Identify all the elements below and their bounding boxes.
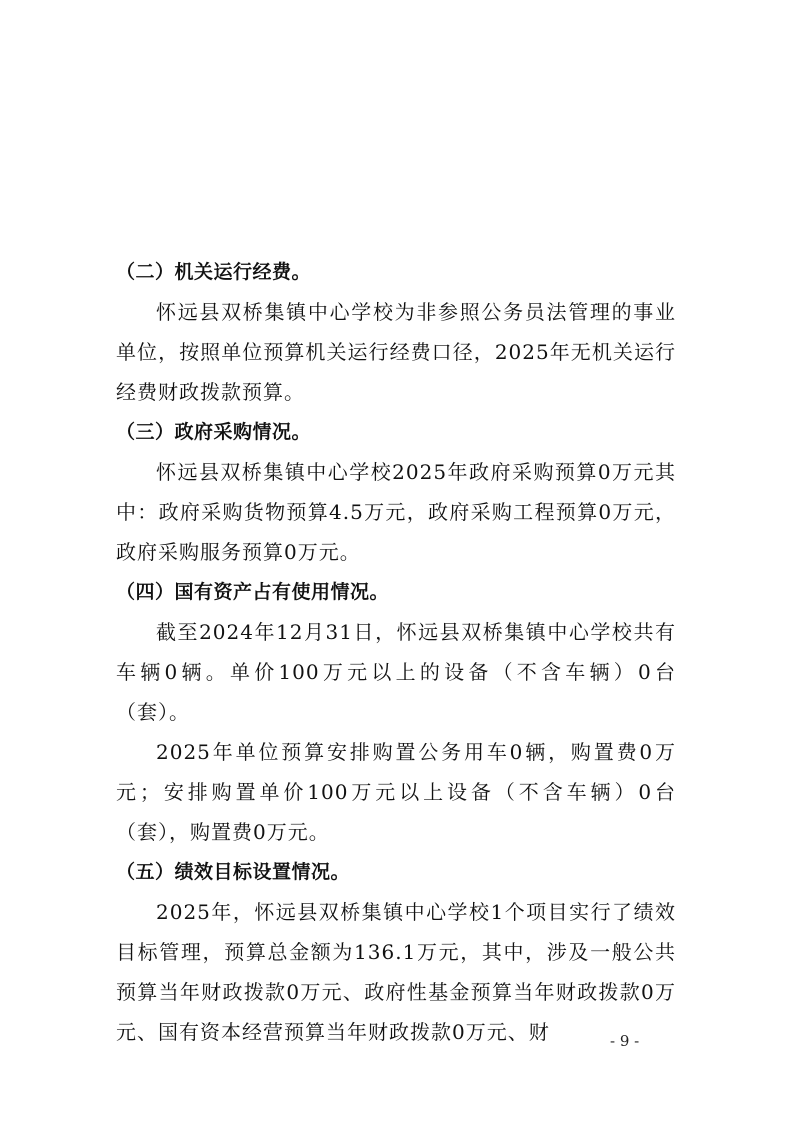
document-body	[116, 252, 676, 1052]
page-number: - 9 -	[610, 1032, 640, 1050]
paragraph-state-assets-vehicles: 截至2024年12月31日，怀远县双桥集镇中心学校共有车辆0辆。单价100万元以上的设备（不含车辆）0台（套）。	[116, 620, 676, 724]
paragraph-performance-targets: 2025年，怀远县双桥集镇中心学校1个项目实行了绩效目标管理，预算总金额为136.1万元，其中，涉及一般公共预算当年财政拨款0万元、政府性基金预算当年财政拨款0万元、国有资本经营预算当年财政拨款0万元、财	[116, 900, 676, 1044]
paragraph-government-procurement: 怀远县双桥集镇中心学校2025年政府采购预算0万元其中：政府采购货物预算4.5万元，政府采购工程预算0万元，政府采购服务预算0万元。	[116, 460, 676, 564]
section-heading-performance-targets: （五）绩效目标设置情况。	[116, 861, 351, 883]
paragraph-state-assets-purchases: 2025年单位预算安排购置公务用车0辆，购置费0万元；安排购置单价100万元以上设备（不含车辆）0台（套），购置费0万元。	[116, 740, 676, 844]
paragraph-operating-expenses: 怀远县双桥集镇中心学校为非参照公务员法管理的事业单位，按照单位预算机关运行经费口径，2025年无机关运行经费财政拨款预算。	[116, 300, 676, 404]
section-heading-state-assets: （四）国有资产占有使用情况。	[116, 581, 390, 603]
section-heading-government-procurement: （三）政府采购情况。	[116, 421, 312, 443]
section-heading-operating-expenses: （二）机关运行经费。	[116, 261, 312, 283]
